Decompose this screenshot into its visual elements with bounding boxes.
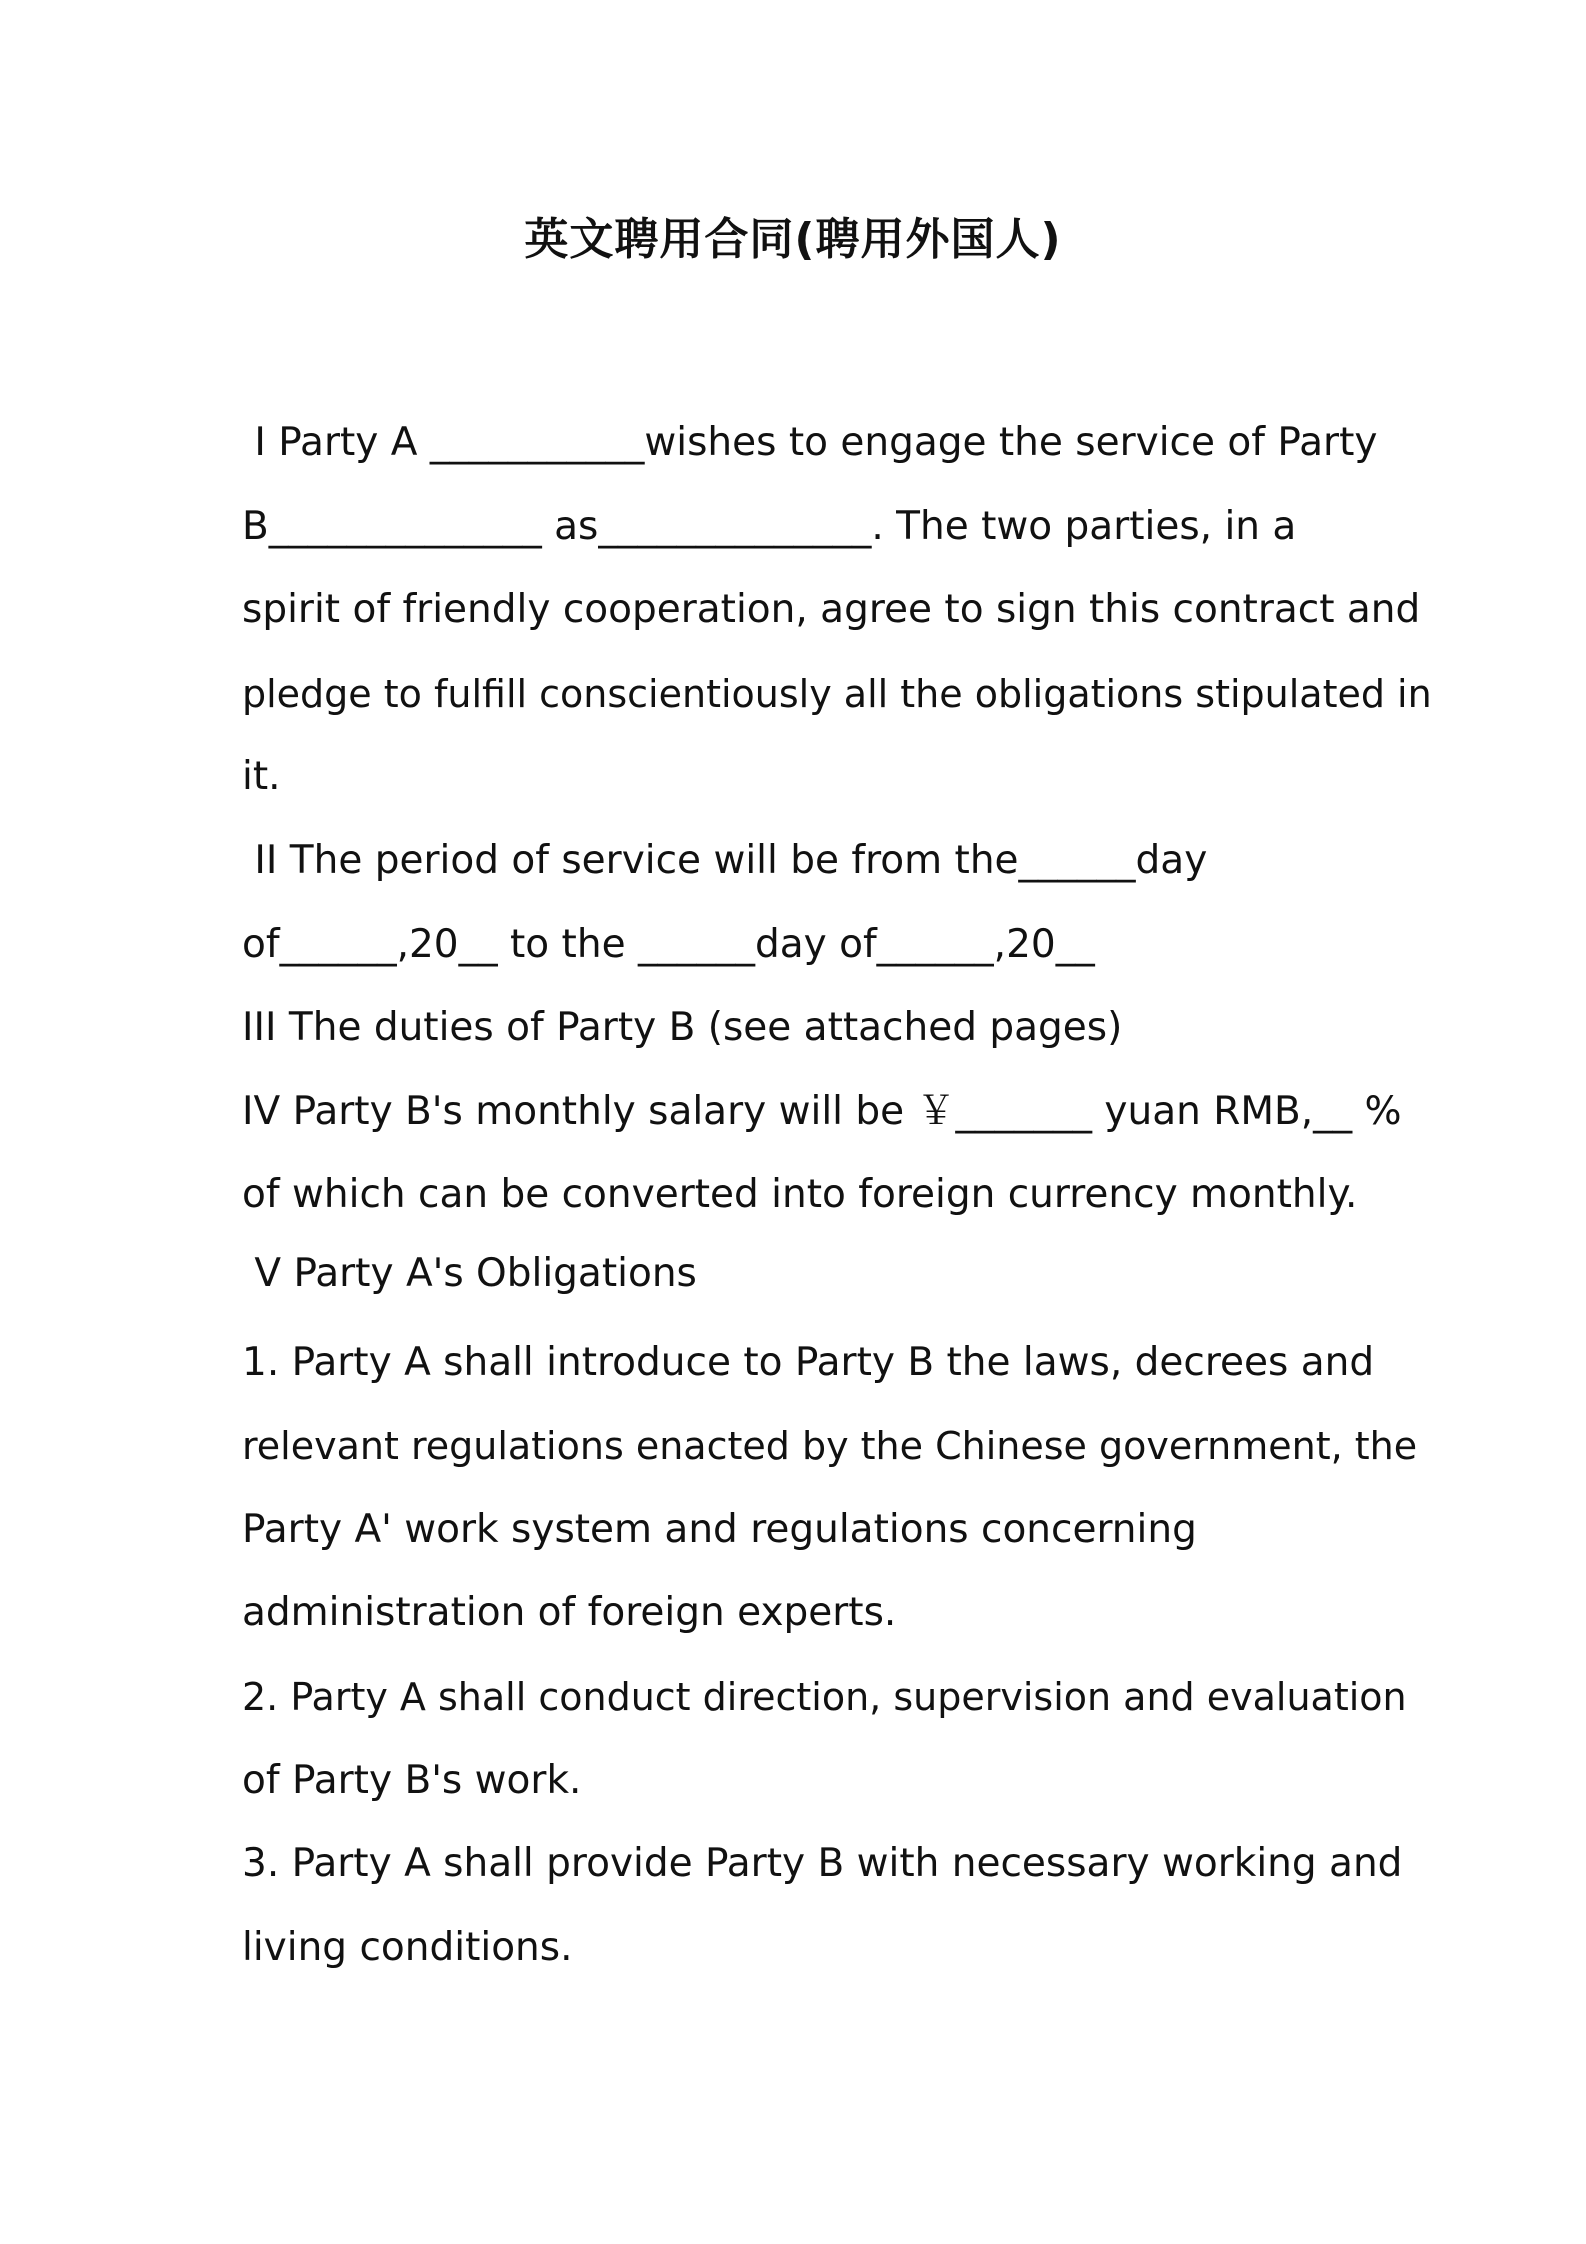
clause-1-line-2: B______________ as______________. The two parties, in a: [242, 504, 1297, 549]
clause-4-line-1: IV Party B's monthly salary will be ￥_______ yuan RMB,__ %: [242, 1089, 1402, 1134]
obligation-2-line-1: 2. Party A shall conduct direction, supervision and evaluation: [242, 1675, 1407, 1719]
obligation-1-line-1: 1. Party A shall introduce to Party B the laws, decrees and: [242, 1340, 1375, 1385]
clause-1-line-3: spirit of friendly cooperation, agree to sign this contract and: [242, 587, 1421, 632]
clause-3: III The duties of Party B (see attached pages): [242, 1005, 1123, 1050]
clause-4-line-2: of which can be converted into foreign currency monthly.: [242, 1172, 1358, 1217]
clause-5-heading: V Party A's Obligations: [242, 1251, 697, 1296]
clause-1-line-5: it.: [242, 754, 281, 799]
obligation-2-line-2: of Party B's work.: [242, 1758, 582, 1803]
page-title: 英文聘用合同(聘用外国人): [524, 214, 1062, 265]
obligation-1-line-4: administration of foreign experts.: [242, 1590, 897, 1635]
obligation-1-line-3: Party A' work system and regulations concerning: [242, 1507, 1197, 1552]
obligation-3-line-2: living conditions.: [242, 1925, 573, 1970]
clause-2-line-2: of______,20__ to the ______day of______,20__: [242, 922, 1095, 967]
obligation-3-line-1: 3. Party A shall provide Party B with necessary working and: [242, 1841, 1403, 1886]
clause-1-line-4: pledge to fulfill conscientiously all the obligations stipulated in: [242, 672, 1432, 716]
obligation-1-line-2: relevant regulations enacted by the Chinese government, the: [242, 1424, 1418, 1468]
clause-1-line-1: Ⅰ Party A ___________wishes to engage the service of Party: [242, 420, 1378, 465]
clause-2-line-1: II The period of service will be from the______day: [242, 838, 1208, 883]
